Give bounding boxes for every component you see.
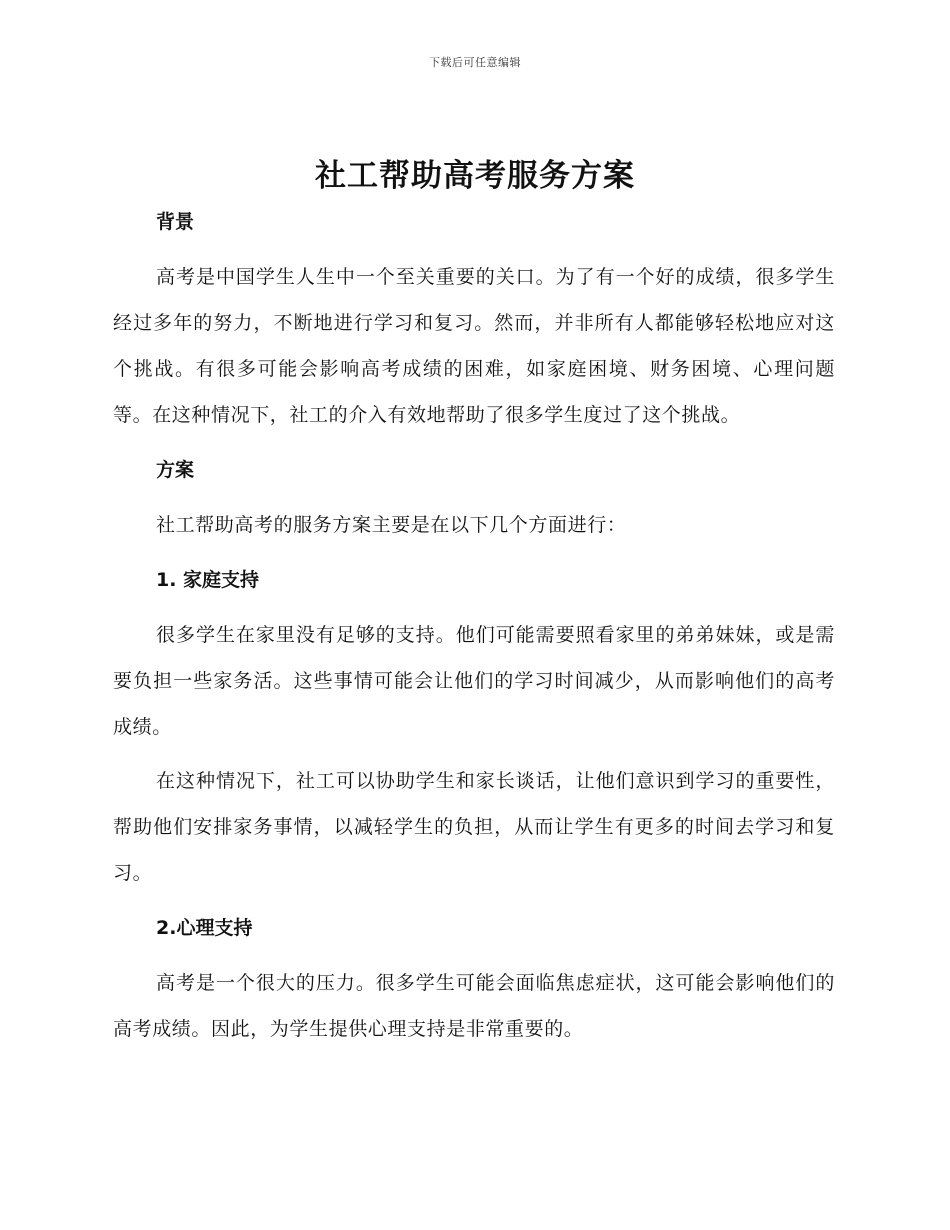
- paragraph-psychological-support: 高考是一个很大的压力。很多学生可能会面临焦虑症状，这可能会影响他们的高考成绩。因此，为学生提供心理支持是非常重要的。: [113, 972, 835, 1040]
- section-heading-background: 背景: [156, 211, 195, 233]
- document-body: [113, 198, 835, 1052]
- paragraph-plan-intro: 社工帮助高考的服务方案主要是在以下几个方面进行：: [156, 514, 627, 536]
- section-heading-plan: 方案: [156, 459, 195, 481]
- document-title: 社工帮助高考服务方案: [315, 158, 635, 194]
- header-note: 下载后可任意编辑: [429, 56, 521, 69]
- paragraph-family-support-2: 在这种情况下，社工可以协助学生和家长谈话，让他们意识到学习的重要性，帮助他们安排家务事情，以减轻学生的负担，从而让学生有更多的时间去学习和复习。: [113, 770, 835, 884]
- paragraph-family-support-1: 很多学生在家里没有足够的支持。他们可能需要照看家里的弟弟妹妹，或是需要负担一些家务活。这些事情可能会让他们的学习时间减少，从而影响他们的高考成绩。: [113, 624, 835, 738]
- paragraph-background: 高考是中国学生人生中一个至关重要的关口。为了有一个好的成绩，很多学生经过多年的努力，不断地进行学习和复习。然而，并非所有人都能够轻松地应对这个挑战。有很多可能会影响高考成绩的困难，如家庭困境、财务困境、心理问题等。在这种情况下，社工的介入有效地帮助了很多学生度过了这个挑战。: [113, 266, 835, 426]
- section-heading-family-support: 1. 家庭支持: [156, 569, 260, 591]
- section-heading-psychological-support: 2.心理支持: [156, 917, 253, 939]
